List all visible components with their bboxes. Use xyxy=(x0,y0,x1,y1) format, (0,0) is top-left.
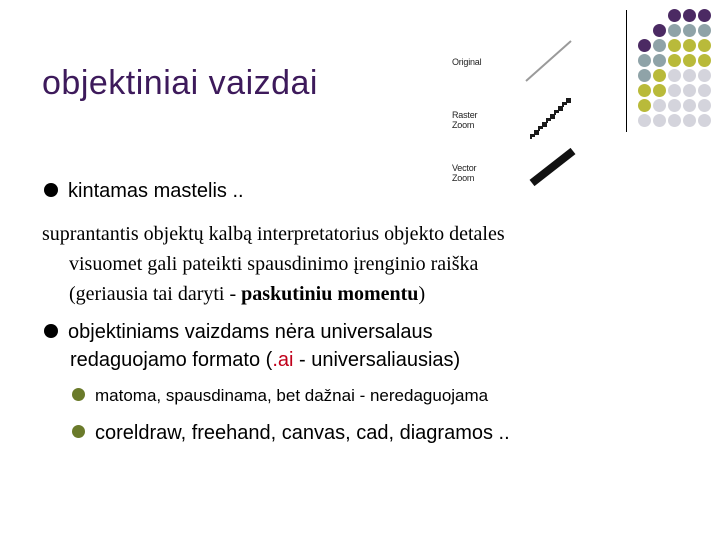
decorative-dot xyxy=(653,54,666,67)
label-raster-zoom: Raster Zoom xyxy=(452,110,478,130)
decorative-dot xyxy=(668,114,681,127)
bullet-icon xyxy=(44,183,58,197)
decorative-dot-grid xyxy=(638,9,713,129)
para-line-2: visuomet gali pateikti spausdinimo įrenginio raiška xyxy=(69,253,479,275)
decorative-dot xyxy=(638,54,651,67)
bullet-icon xyxy=(44,324,58,338)
decorative-dot xyxy=(638,114,651,127)
para-line-3-pre: (geriausia tai daryti - xyxy=(69,283,242,305)
slide-title: objektiniai vaizdai xyxy=(42,64,318,102)
original-line xyxy=(526,41,571,81)
subbullet-icon xyxy=(72,388,85,401)
decorative-dot xyxy=(638,99,651,112)
decorative-dot xyxy=(683,9,696,22)
decorative-dot xyxy=(683,39,696,52)
decorative-dot xyxy=(668,99,681,112)
paragraph-interpretatorius xyxy=(42,219,682,309)
decorative-dot xyxy=(638,39,651,52)
decorative-dot xyxy=(638,84,651,97)
decorative-dot xyxy=(698,24,711,37)
bullet-line-2-post: - universaliausias) xyxy=(293,349,461,371)
decorative-dot xyxy=(683,99,696,112)
decorative-dot xyxy=(698,69,711,82)
subbullet-matoma xyxy=(72,386,488,406)
decorative-dot xyxy=(668,84,681,97)
decorative-dot xyxy=(638,9,651,22)
ai-format-highlight: .ai xyxy=(272,349,294,371)
subbullet-coreldraw xyxy=(72,422,510,445)
zoom-lines-graphic xyxy=(448,38,578,188)
bullet-line-2-pre: redaguojamo formato ( xyxy=(70,349,273,371)
decorative-dot xyxy=(653,9,666,22)
decorative-dot xyxy=(668,54,681,67)
decorative-dot xyxy=(698,114,711,127)
vector-zoom-line xyxy=(532,151,573,183)
decorative-dot xyxy=(668,69,681,82)
decorative-dot xyxy=(653,69,666,82)
decorative-dot xyxy=(653,39,666,52)
bullet-line-2 xyxy=(44,346,684,374)
decorative-dot xyxy=(638,24,651,37)
decorative-dot xyxy=(683,24,696,37)
decorative-dot xyxy=(683,69,696,82)
para-line-3 xyxy=(42,279,682,309)
decorative-dot xyxy=(698,99,711,112)
decorative-dot xyxy=(683,54,696,67)
decorative-dot xyxy=(683,114,696,127)
subbullet-icon xyxy=(72,425,85,438)
label-original: Original xyxy=(452,57,482,67)
bullet-line-1: objektiniams vaizdams nėra universalaus xyxy=(68,321,433,343)
decorative-dot xyxy=(668,24,681,37)
decorative-dot xyxy=(698,84,711,97)
decorative-dot xyxy=(668,39,681,52)
para-line-3-post: ) xyxy=(418,283,426,305)
decorative-dot xyxy=(653,24,666,37)
decorative-dot xyxy=(698,39,711,52)
decorative-dot xyxy=(698,9,711,22)
para-line-3-bold: paskutiniu momentu xyxy=(241,283,419,305)
subbullet-text: matoma, spausdinama, bet dažnai - neredaguojama xyxy=(95,386,489,405)
bullet-kintamas xyxy=(44,180,244,203)
decorative-dot xyxy=(638,69,651,82)
divider-line xyxy=(626,10,627,132)
decorative-dot xyxy=(653,114,666,127)
bullet-objektiniams xyxy=(44,318,684,374)
decorative-dot xyxy=(653,84,666,97)
decorative-dot xyxy=(698,54,711,67)
decorative-dot xyxy=(668,9,681,22)
bullet-text: kintamas mastelis .. xyxy=(68,180,244,202)
decorative-dot xyxy=(653,99,666,112)
label-vector-zoom: Vector Zoom xyxy=(452,163,477,183)
para-line-1: suprantantis objektų kalbą interpretatorius objekto detales xyxy=(42,223,505,245)
subbullet-text: coreldraw, freehand, canvas, cad, diagramos .. xyxy=(95,422,510,444)
raster-zoom-line xyxy=(530,98,571,140)
decorative-dot xyxy=(683,84,696,97)
